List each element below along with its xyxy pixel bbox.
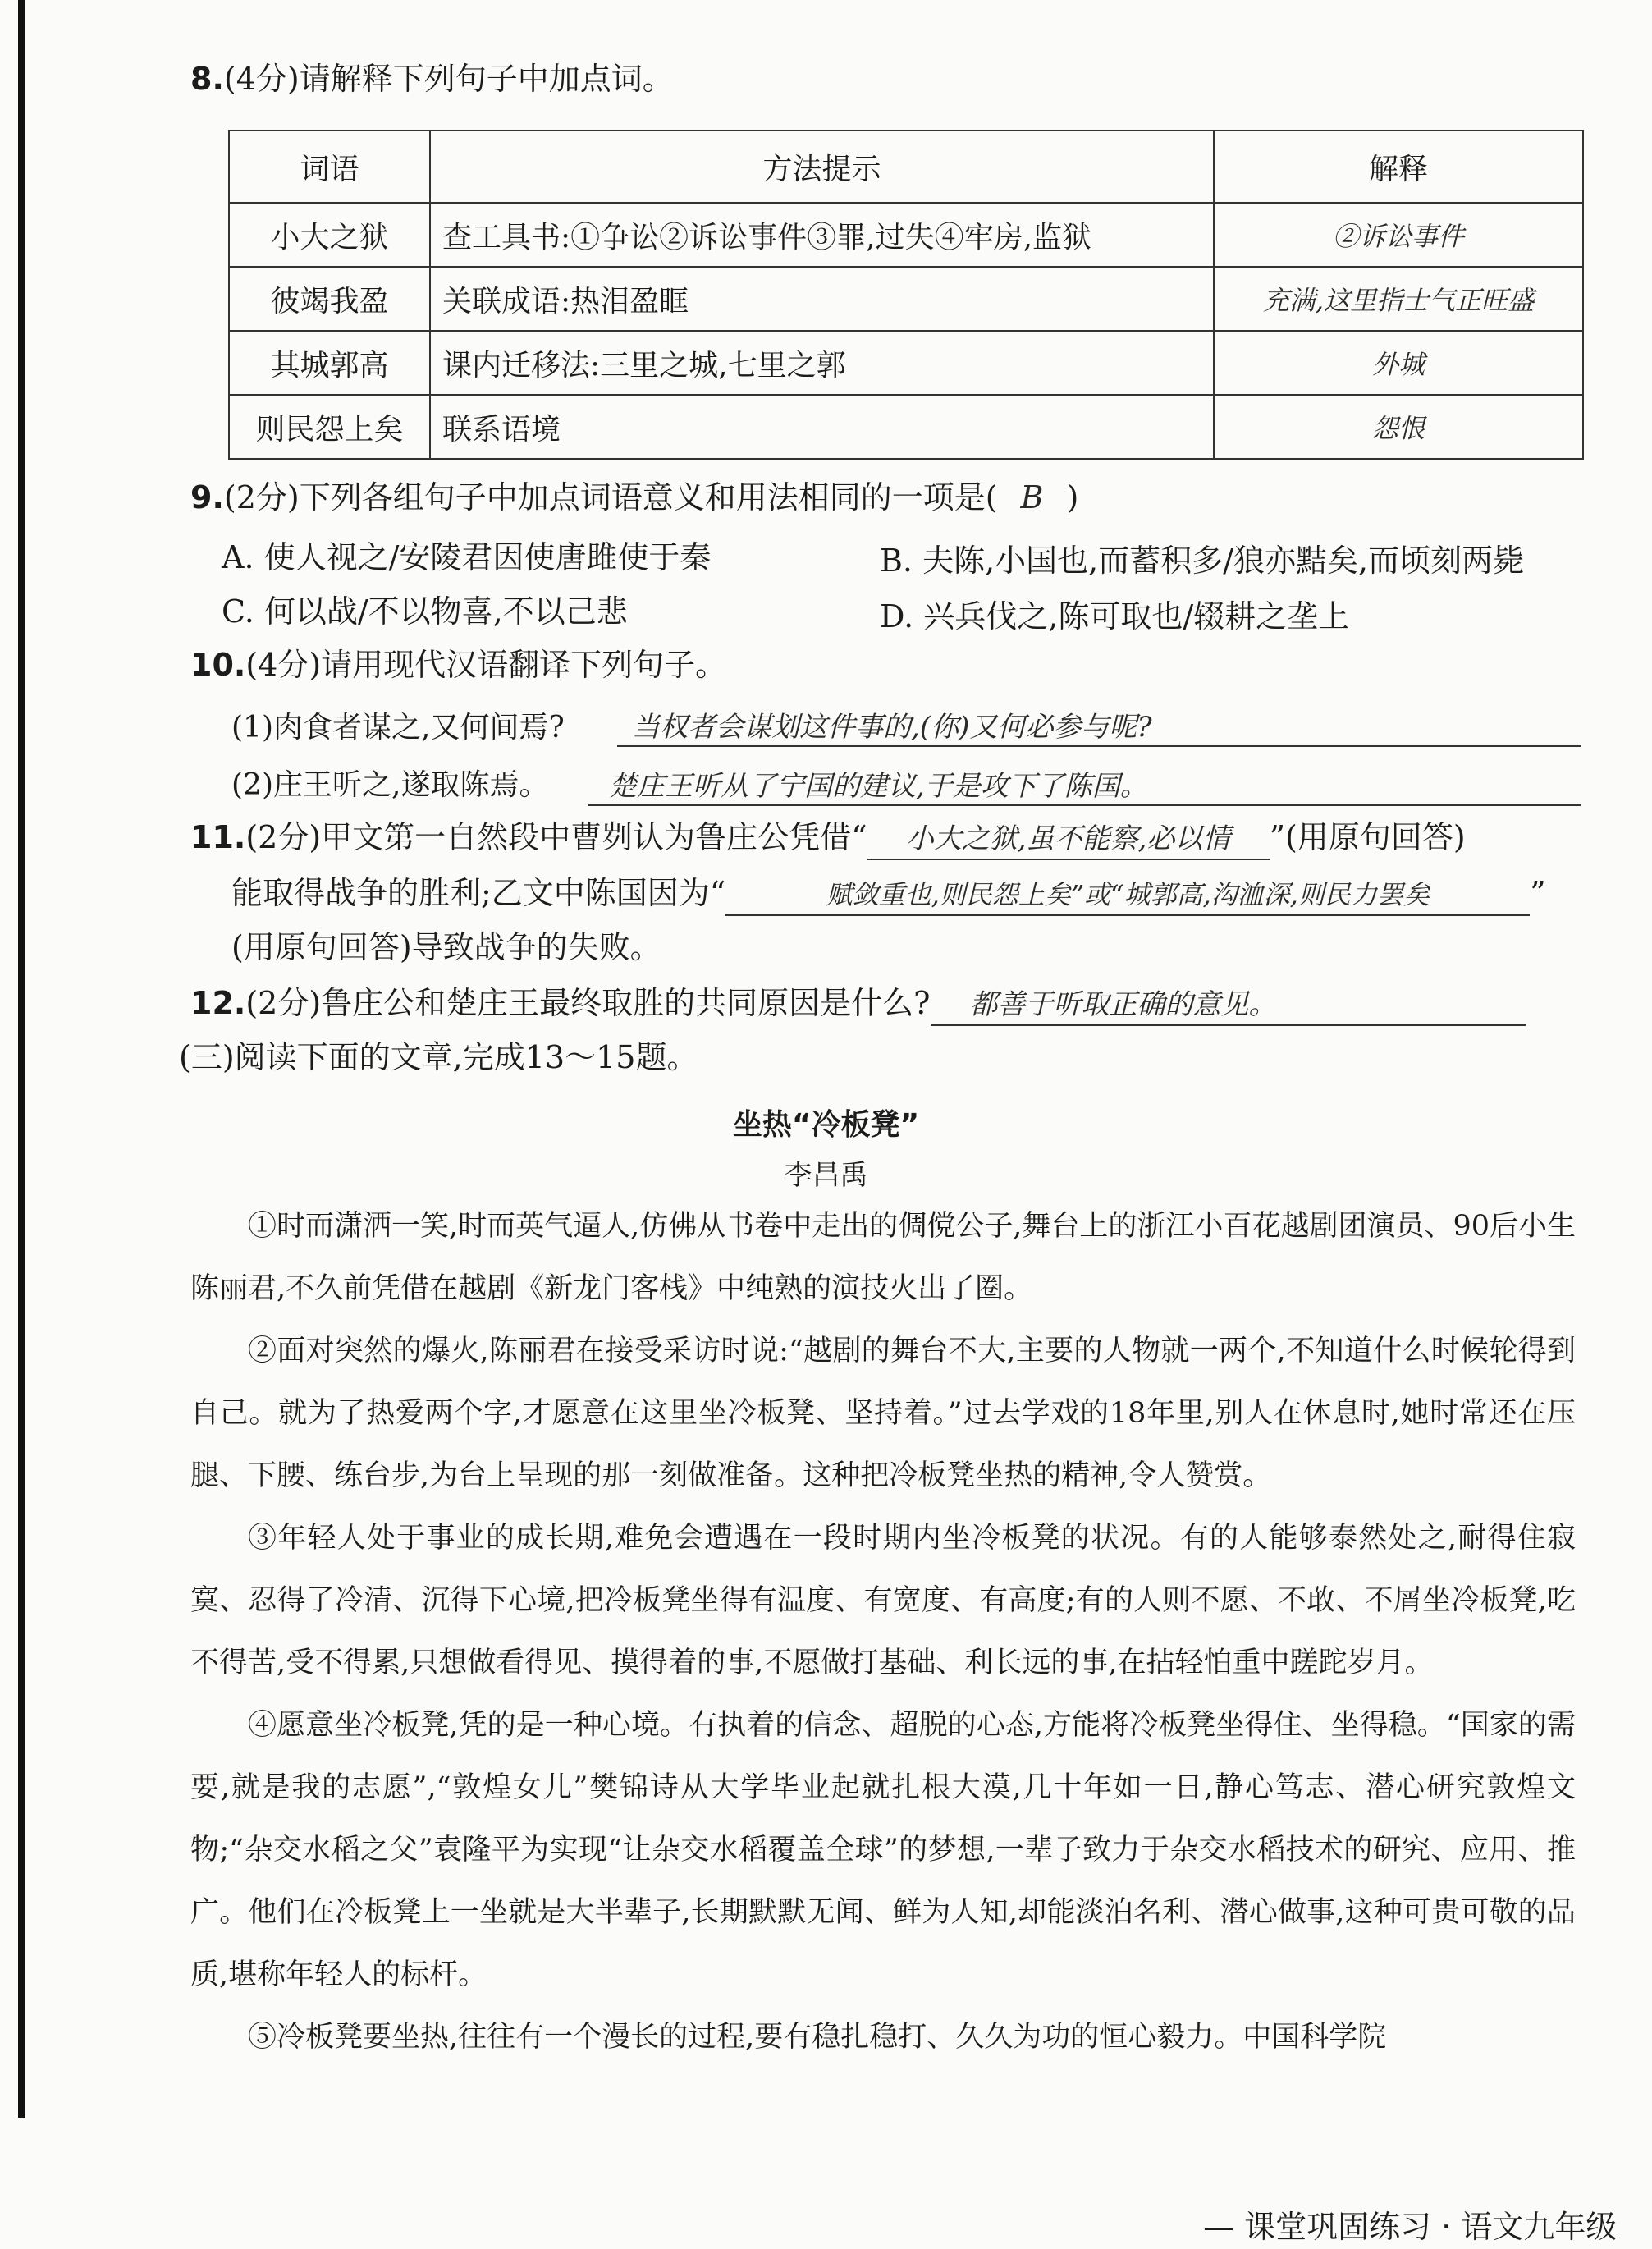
article-author: 李昌禹 xyxy=(784,1159,868,1192)
question-11-line-2 xyxy=(231,873,1546,916)
q10-answer-line-2 xyxy=(588,804,1581,806)
row-hint: 联系语境 xyxy=(430,395,1214,459)
row-hint: 课内迁移法:三里之城,七里之郭 xyxy=(430,331,1214,395)
article-body xyxy=(190,1195,1576,2068)
question-11-answer-1: 小大之狱,虽不能察,必以情 xyxy=(867,819,1270,860)
question-12-answer: 都善于听取正确的意见。 xyxy=(931,985,1526,1026)
row-word: 其城郭高 xyxy=(229,331,430,395)
table-row xyxy=(229,267,1583,331)
article-paragraph-2: ②面对突然的爆火,陈丽君在接受采访时说:“越剧的舞台不大,主要的人物就一两个,不知道什么时候轮得到自己。就为了热爱两个字,才愿意在这里坐冷板凳、坚持着。”过去学戏的18年里,别人在休息时,她时常还在压腿、下腰、练台步,为台上呈现的那一刻做准备。这种把冷板凳坐热的精神,令人赞赏。 xyxy=(190,1335,1576,1492)
question-9-text: (2分)下列各组句子中加点词语意义和用法相同的一项是( xyxy=(223,479,998,515)
question-8-text: (4分)请解释下列句子中加点词。 xyxy=(223,61,674,97)
question-9-answer: B xyxy=(1020,479,1044,515)
question-12 xyxy=(190,983,1526,1026)
row-answer: 外城 xyxy=(1214,331,1583,395)
row-answer: ②诉讼事件 xyxy=(1214,203,1583,267)
question-12-text: (2分)鲁庄公和楚庄王最终取胜的共同原因是什么? xyxy=(245,985,931,1021)
question-10 xyxy=(190,645,726,685)
row-word: 则民怨上矣 xyxy=(229,395,430,459)
header-hint: 方法提示 xyxy=(430,131,1214,203)
table-row xyxy=(229,395,1583,459)
question-9 xyxy=(190,478,1078,517)
table-header-row xyxy=(229,131,1583,203)
option-a: A. 使人视之/安陵君因使唐雎使于秦 xyxy=(222,539,712,575)
row-answer: 充满,这里指士气正旺盛 xyxy=(1214,267,1583,331)
option-d: D. 兴兵伐之,陈可取也/辍耕之垄上 xyxy=(880,598,1350,634)
table-row xyxy=(229,203,1583,267)
question-9-close: ) xyxy=(1066,479,1079,515)
question-11-text-5: (用原句回答)导致战争的失败。 xyxy=(231,929,661,965)
question-9-number: 9. xyxy=(190,479,224,515)
article-paragraph-4: ④愿意坐冷板凳,凭的是一种心境。有执着的信念、超脱的心态,方能将冷板凳坐得住、坐得稳。“国家的需要,就是我的志愿”,“敦煌女儿”樊锦诗从大学毕业起就扎根大漠,几十年如一日,静心笃志、潜心研究敦煌文物;“杂交水稻之父”袁隆平为实现“让杂交水稻覆盖全球”的梦想,一辈子致力于杂交水稻技术的研究、应用、推广。他们在冷板凳上一坐就是大半辈子,长期默默无闻、鲜为人知,却能淡泊名利、潜心做事,这种可贵可敬的品质,堪称年轻人的标杆。 xyxy=(190,1709,1576,1991)
article-paragraph-5: ⑤冷板凳要坐热,往往有一个漫长的过程,要有稳扎稳打、久久为功的恒心毅力。中国科学院 xyxy=(248,2021,1387,2054)
question-11-text-4: ” xyxy=(1530,875,1546,911)
option-c: C. 何以战/不以物喜,不以己悲 xyxy=(222,593,628,630)
header-explain: 解释 xyxy=(1214,131,1583,203)
vocab-table xyxy=(228,130,1584,460)
question-11-number: 11. xyxy=(190,819,246,855)
article-paragraph-3: ③年轻人处于事业的成长期,难免会遭遇在一段时期内坐冷板凳的状况。有的人能够泰然处之,耐得住寂寞、忍得了冷清、沉得下心境,把冷板凳坐得有温度、有宽度、有高度;有的人则不愿、不敢、不屑坐冷板凳,吃不得苦,受不得累,只想做看得见、摸得着的事,不愿做打基础、利长远的事,在拈轻怕重中蹉跎岁月。 xyxy=(190,1522,1576,1679)
table-row xyxy=(229,331,1583,395)
question-12-number: 12. xyxy=(190,985,246,1021)
article-paragraph-1: ①时而潇洒一笑,时而英气逼人,仿佛从书卷中走出的倜傥公子,舞台上的浙江小百花越剧团演员、90后小生陈丽君,不久前凭借在越剧《新龙门客栈》中纯熟的演技火出了圈。 xyxy=(190,1210,1576,1305)
question-10-number: 10. xyxy=(190,647,246,683)
question-11 xyxy=(190,818,1466,860)
q10-sentence-2: (2)庄王听之,遂取陈焉。 xyxy=(231,768,549,802)
row-hint: 关联成语:热泪盈眶 xyxy=(430,267,1214,331)
q10-answer-line-1 xyxy=(617,745,1581,747)
page-footer: — 课堂巩固练习 · 语文九年级 xyxy=(1203,2209,1618,2245)
question-10-text: (4分)请用现代汉语翻译下列句子。 xyxy=(245,647,727,683)
header-word: 词语 xyxy=(229,131,430,203)
article-title: 坐热“冷板凳” xyxy=(732,1108,920,1142)
question-11-text-3: 能取得战争的胜利;乙文中陈国因为“ xyxy=(231,875,726,911)
section-3-intro: (三)阅读下面的文章,完成13～15题。 xyxy=(179,1039,698,1075)
question-11-answer-2: 赋敛重也,则民怨上矣”或“城郭高,沟洫深,则民力罢矣 xyxy=(725,875,1530,916)
q10-answer-2: 楚庄王听从了宁国的建议,于是攻下了陈国。 xyxy=(609,770,1148,803)
row-word: 彼竭我盈 xyxy=(229,267,430,331)
row-word: 小大之狱 xyxy=(229,203,430,267)
question-8-number: 8. xyxy=(190,61,224,97)
question-8 xyxy=(190,59,674,98)
option-b: B. 夫陈,小国也,而蓄积多/狼亦黠矣,而顷刻两毙 xyxy=(880,543,1525,579)
q10-answer-1: 当权者会谋划这件事的,(你)又何必参与呢? xyxy=(632,711,1152,744)
question-11-text-2: ”(用原句回答) xyxy=(1269,819,1466,855)
row-answer: 怨恨 xyxy=(1214,395,1583,459)
q10-sentence-1: (1)肉食者谋之,又何间焉? xyxy=(231,711,565,744)
row-hint: 查工具书:①争讼②诉讼事件③罪,过失④牢房,监狱 xyxy=(430,203,1214,267)
question-11-text-1: (2分)甲文第一自然段中曹刿认为鲁庄公凭借“ xyxy=(245,819,867,855)
